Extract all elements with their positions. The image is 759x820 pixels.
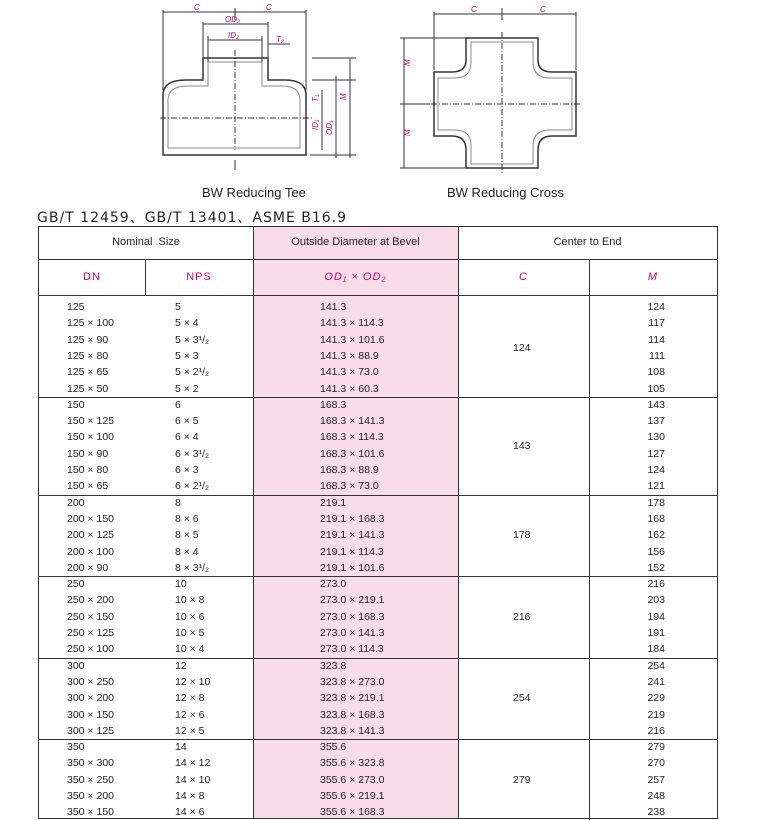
cell-m: 194: [647, 610, 665, 623]
cell-od: 168.3 × 73.0: [320, 480, 379, 493]
cell-nps: 14 × 6: [175, 806, 205, 819]
cell-dn: 150 × 100: [67, 431, 115, 444]
cell-dn: 350 × 250: [67, 773, 115, 786]
cell-nps: 5: [175, 301, 181, 313]
cell-dn: 125 × 100: [67, 317, 115, 330]
cell-nps: 6 × 2¹/₂: [175, 480, 210, 493]
cell-od: 273.0: [320, 578, 347, 591]
cell-od: 168.3: [320, 398, 347, 411]
cell-m: 143: [647, 398, 665, 411]
cell-nps: 6: [175, 398, 181, 411]
cell-nps: 5 × 2: [175, 382, 199, 395]
cell-m: 248: [647, 790, 665, 802]
cell-od: 273.0 × 219.1: [320, 594, 385, 607]
cell-od: 273.0 × 114.3: [320, 643, 384, 656]
cell-nps: 10: [175, 578, 187, 591]
cell-nps: 12 × 5: [175, 724, 205, 737]
cell-dn: 250 × 200: [67, 594, 115, 607]
cell-nps: 10 × 6: [175, 610, 205, 623]
cross-c-right-label: C: [540, 5, 546, 14]
divider-od-c: [458, 227, 459, 818]
cell-m: 229: [647, 692, 665, 705]
cell-od: 355.6 × 168.3: [320, 806, 385, 819]
cell-nps: 12 × 6: [175, 708, 205, 721]
cross-m-bottom-label: M: [403, 129, 412, 136]
cell-od: 168.3 × 114.3: [320, 431, 384, 444]
cell-m: 130: [647, 431, 665, 444]
tee-t2-label: T₂: [276, 35, 284, 44]
cell-dn: 200 × 90: [67, 561, 109, 574]
header-outside-diameter: Outside Diameter at Bevel: [291, 236, 420, 248]
cell-c: 279: [513, 773, 531, 786]
cell-dn: 350 × 150: [67, 806, 115, 819]
cell-od: 355.6 × 273.0: [320, 773, 385, 786]
cell-nps: 14 × 8: [175, 790, 205, 802]
cell-m: 216: [647, 578, 665, 591]
cell-od: 168.3 × 101.6: [320, 447, 385, 460]
cell-dn: 200 × 125: [67, 529, 115, 542]
cell-nps: 12 × 8: [175, 692, 205, 705]
subheader-nps: NPS: [186, 271, 212, 283]
tee-c-left-label: C: [194, 3, 200, 12]
group-divider: [39, 658, 717, 659]
cell-m: 270: [647, 757, 665, 770]
cell-m: 152: [647, 561, 665, 574]
cell-dn: 250: [67, 578, 85, 591]
cell-m: 241: [647, 675, 665, 688]
cell-od: 219.1 × 168.3: [320, 512, 385, 525]
cross-m-top-label: M: [403, 59, 412, 66]
cell-dn: 300: [67, 659, 85, 672]
subheader-m: M: [647, 271, 659, 283]
reducing-cross-drawing: [400, 8, 582, 174]
cell-dn: 150 × 90: [67, 447, 109, 460]
cell-od: 323.8 × 219.1: [320, 692, 385, 705]
cell-dn: 300 × 150: [67, 708, 115, 721]
cell-dn: 350: [67, 741, 85, 754]
cell-od: 323.8 × 273.0: [320, 675, 385, 688]
cell-nps: 5 × 4: [175, 317, 199, 330]
cell-nps: 8 × 3¹/₂: [175, 561, 210, 574]
subheader-od: OD₁ × OD₂: [324, 271, 387, 283]
tee-od2-label: OD₂: [225, 15, 241, 24]
cell-od: 273.0 × 141.3: [320, 627, 385, 639]
cell-dn: 300 × 250: [67, 675, 115, 688]
cell-nps: 6 × 3: [175, 464, 199, 476]
cell-od: 141.3 × 101.6: [320, 333, 385, 346]
cell-m: 168: [647, 512, 665, 525]
cell-od: 323.8 × 141.3: [320, 724, 385, 737]
cell-od: 273.0 × 168.3: [320, 610, 385, 623]
cell-c: 143: [513, 439, 531, 452]
cell-nps: 8 × 5: [175, 529, 199, 542]
cell-nps: 5 × 3¹/₂: [175, 333, 210, 346]
cell-dn: 150 × 80: [67, 464, 109, 476]
cell-m: 117: [648, 317, 665, 330]
tee-c-right-label: C: [266, 3, 272, 12]
tee-id2-label: ID₂: [228, 31, 240, 40]
header-nominal-size: Nominal Size: [112, 236, 180, 248]
cell-m: 124: [647, 464, 665, 476]
cell-m: 254: [647, 659, 665, 672]
divider-c-m: [589, 259, 590, 820]
reducing-tee-drawing: [160, 8, 356, 170]
group-divider: [39, 495, 717, 496]
cell-m: 238: [647, 806, 665, 819]
cell-od: 141.3 × 60.3: [320, 382, 379, 395]
cell-dn: 350 × 300: [67, 757, 115, 770]
dimensions-table: [38, 226, 718, 819]
cell-od: 168.3 × 141.3: [320, 415, 385, 428]
cell-nps: 6 × 3¹/₂: [175, 447, 210, 460]
cell-nps: 14 × 12: [175, 757, 211, 770]
tee-caption: BW Reducing Tee: [202, 185, 306, 200]
tee-t1-label: T₁: [311, 94, 320, 102]
cell-nps: 8 × 4: [175, 545, 199, 558]
header-line: [39, 259, 717, 260]
tee-od1-label: OD₁: [325, 120, 334, 135]
cell-od: 219.1 × 101.6: [320, 561, 385, 574]
cell-m: 216: [647, 724, 665, 737]
cell-od: 141.3: [320, 301, 347, 313]
cell-nps: 14 × 10: [175, 773, 211, 786]
group-divider: [39, 576, 717, 577]
cell-nps: 10 × 8: [175, 594, 205, 607]
cell-m: 137: [647, 415, 665, 428]
cell-m: 156: [647, 545, 665, 558]
cell-m: 191: [647, 627, 665, 639]
cell-dn: 350 × 200: [67, 790, 115, 802]
cell-od: 141.3 × 73.0: [320, 366, 379, 379]
cell-dn: 125 × 90: [67, 333, 109, 346]
cell-m: 219: [647, 708, 665, 721]
standard-title: GB/T 12459、GB/T 13401、ASME B16.9: [37, 210, 348, 226]
cell-nps: 6 × 5: [175, 415, 199, 428]
cell-nps: 5 × 2¹/₂: [175, 366, 210, 379]
cell-dn: 150 × 125: [67, 415, 115, 428]
cell-od: 141.3 × 114.3: [320, 317, 384, 330]
cell-m: 162: [647, 529, 665, 542]
cell-c: 178: [513, 529, 531, 542]
cell-m: 184: [647, 643, 665, 656]
cell-od: 355.6: [320, 741, 347, 754]
cell-nps: 6 × 4: [175, 431, 199, 444]
cell-od: 219.1 × 114.3: [320, 545, 384, 558]
cell-m: 257: [647, 773, 665, 786]
cross-c-left-label: C: [471, 5, 477, 14]
cell-dn: 200 × 100: [67, 545, 115, 558]
divider-nps-od: [253, 227, 254, 818]
subheader-c: C: [519, 271, 528, 283]
cell-dn: 200 × 150: [67, 512, 115, 525]
cell-dn: 150: [67, 398, 85, 411]
cell-m: 105: [647, 382, 665, 395]
cell-nps: 8: [175, 496, 181, 509]
group-divider: [39, 739, 717, 740]
cell-dn: 250 × 100: [67, 643, 115, 656]
cell-dn: 125 × 65: [67, 366, 109, 379]
cell-m: 127: [647, 447, 665, 460]
cell-nps: 10 × 4: [175, 643, 205, 656]
cell-od: 219.1 × 141.3: [320, 529, 385, 542]
cell-od: 168.3 × 88.9: [320, 464, 379, 476]
cell-m: 121: [647, 480, 665, 493]
cell-od: 141.3 × 88.9: [320, 349, 379, 362]
cell-m: 279: [647, 741, 665, 754]
cell-nps: 8 × 6: [175, 512, 199, 525]
cell-m: 114: [648, 333, 665, 346]
cell-c: 124: [513, 341, 531, 354]
header-center-to-end: Center to End: [553, 236, 622, 248]
cell-m: 108: [647, 366, 665, 379]
group-divider: [39, 397, 717, 398]
cross-caption: BW Reducing Cross: [447, 185, 565, 200]
cell-c: 254: [513, 692, 531, 705]
cell-dn: 300 × 200: [67, 692, 115, 705]
cell-od: 355.6 × 219.1: [320, 790, 385, 802]
cell-m: 178: [647, 496, 665, 509]
cell-m: 111: [649, 349, 665, 362]
cell-dn: 125: [67, 301, 85, 313]
cell-dn: 150 × 65: [67, 480, 109, 493]
subheader-dn: DN: [83, 271, 101, 283]
cell-m: 124: [647, 301, 665, 313]
cell-nps: 5 × 3: [175, 349, 199, 362]
cell-dn: 125 × 80: [67, 349, 109, 362]
cell-nps: 12 × 10: [175, 675, 211, 688]
cell-c: 216: [513, 610, 531, 623]
cell-m: 203: [647, 594, 665, 607]
cell-od: 355.6 × 323.8: [320, 757, 385, 770]
cell-od: 323.8 × 168.3: [320, 708, 385, 721]
cell-nps: 14: [175, 741, 187, 754]
cell-nps: 12: [175, 659, 187, 672]
tee-id1-label: ID₁: [311, 119, 320, 130]
cell-dn: 250 × 125: [67, 627, 115, 639]
cell-dn: 125 × 50: [67, 382, 109, 395]
subheader-line: [39, 295, 717, 296]
cell-dn: 300 × 125: [67, 724, 115, 737]
cell-od: 323.8: [320, 659, 347, 672]
cell-dn: 200: [67, 496, 85, 509]
cell-od: 219.1: [320, 496, 347, 509]
fitting-drawings: [0, 0, 759, 205]
tee-m-label: M: [339, 93, 348, 100]
cell-dn: 250 × 150: [67, 610, 115, 623]
cell-nps: 10 × 5: [175, 627, 205, 639]
